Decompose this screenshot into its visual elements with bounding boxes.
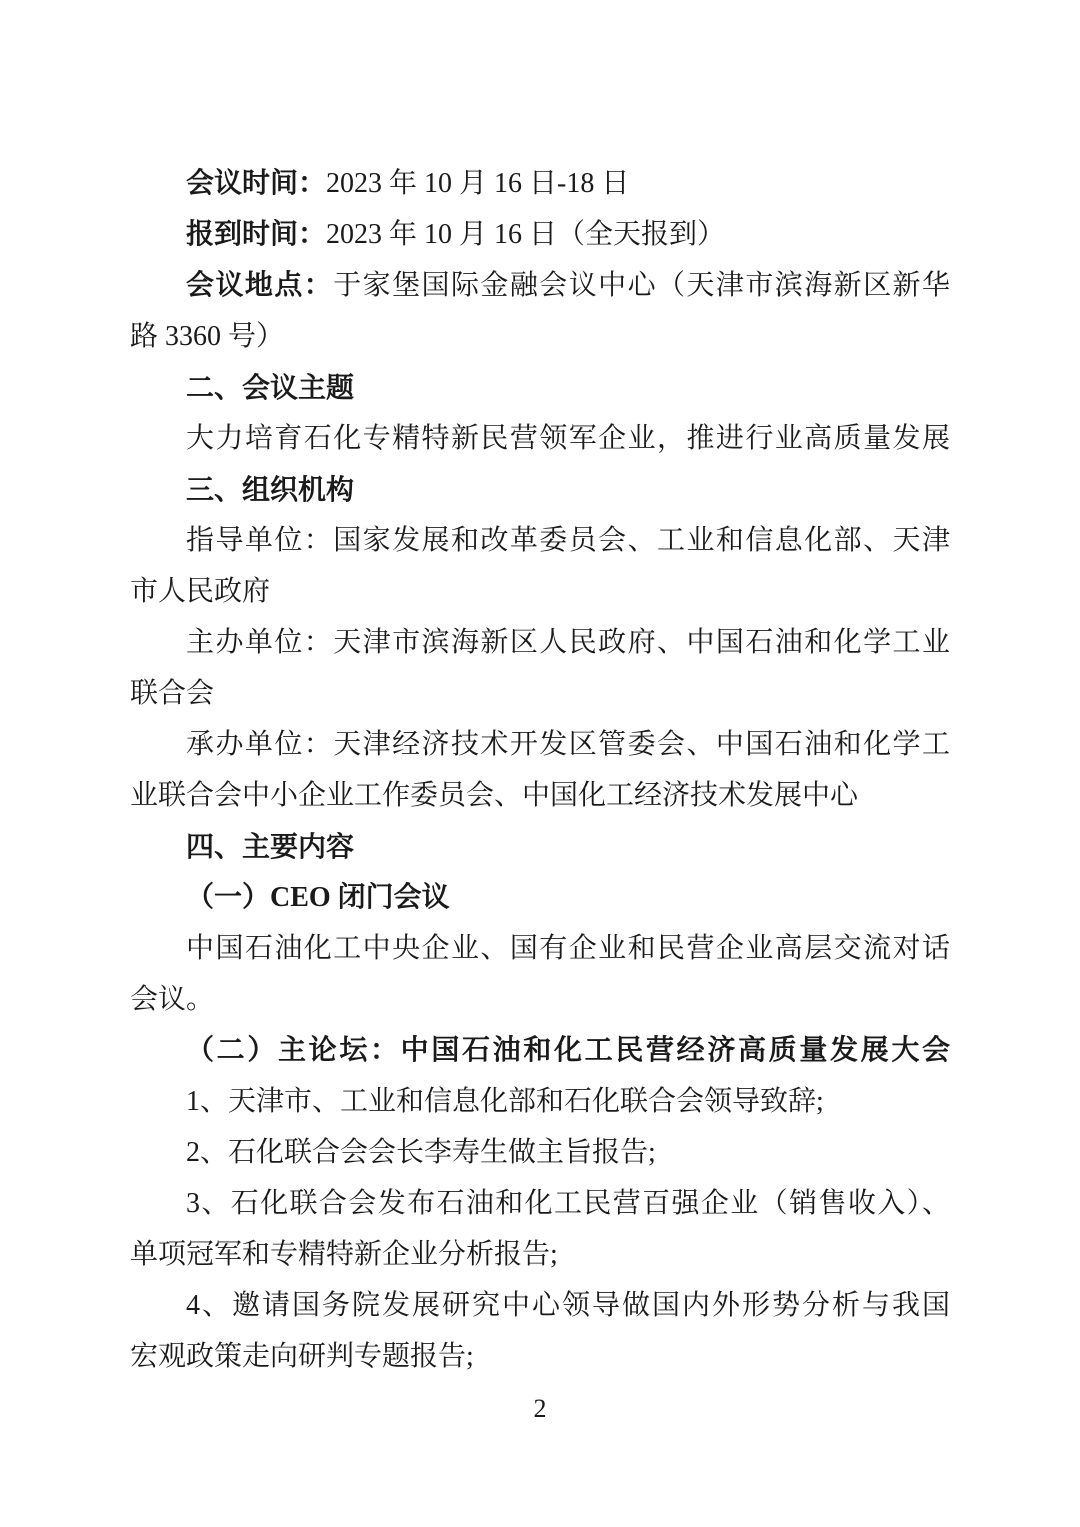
- text-segment: （一）CEO 闭门会议: [186, 882, 450, 913]
- text-line: [130, 1280, 950, 1331]
- text-line: [130, 1076, 950, 1127]
- text-line: [130, 1025, 950, 1076]
- text-segment: 3、石化联合会发布石油和化工民营百强企业（销售收入）、: [186, 1188, 950, 1219]
- text-segment: 会议时间：: [186, 168, 327, 199]
- text-line: [130, 311, 950, 362]
- text-segment: 联合会: [130, 678, 215, 709]
- text-line: [130, 209, 950, 260]
- text-segment: 大力培育石化专精特新民营领军企业，推进行业高质量发展: [186, 423, 950, 454]
- text-segment: 单项冠军和专精特新企业分析报告;: [130, 1239, 558, 1270]
- text-line: [130, 1229, 950, 1280]
- text-segment: 宏观政策走向研判专题报告;: [130, 1341, 474, 1372]
- text-segment: 4、邀请国务院发展研究中心领导做国内外形势分析与我国: [186, 1290, 950, 1321]
- text-line: [130, 1127, 950, 1178]
- text-segment: 于家堡国际金融会议中心（天津市滨海新区新华: [333, 270, 950, 301]
- text-line: [130, 1178, 950, 1229]
- document-text: [130, 158, 950, 1382]
- text-segment: 业联合会中小企业工作委员会、中国化工经济技术发展中心: [130, 780, 859, 811]
- text-segment: 1、天津市、工业和信息化部和石化联合会领导致辞;: [186, 1086, 824, 1117]
- text-line: [130, 668, 950, 719]
- text-segment: 四、主要内容: [186, 831, 355, 862]
- text-line: [130, 872, 950, 923]
- text-segment: 2023 年 10 月 16 日（全天报到）: [326, 219, 726, 250]
- text-line: [130, 464, 950, 515]
- text-line: [130, 260, 950, 311]
- text-segment: 2、石化联合会会长李寿生做主旨报告;: [186, 1137, 656, 1168]
- text-segment: 会议。: [130, 984, 215, 1015]
- text-line: [130, 158, 950, 209]
- text-segment: 承办单位：天津经济技术开发区管委会、中国石油和化学工: [186, 729, 950, 760]
- text-segment: 主办单位：天津市滨海新区人民政府、中国石油和化学工业: [186, 627, 950, 658]
- text-line: [130, 566, 950, 617]
- text-segment: （二）主论坛：中国石油和化工民营经济高质量发展大会: [186, 1035, 950, 1066]
- text-line: [130, 923, 950, 974]
- text-segment: 会议地点：: [186, 270, 334, 301]
- text-line: [130, 413, 950, 464]
- text-line: [130, 362, 950, 413]
- text-segment: 中国石油化工中央企业、国有企业和民营企业高层交流对话: [186, 933, 950, 964]
- page-footer: [0, 1392, 1080, 1426]
- text-line: [130, 974, 950, 1025]
- text-segment: 路 3360 号）: [130, 321, 285, 352]
- text-line: [130, 1331, 950, 1382]
- text-segment: 指导单位：国家发展和改革委员会、工业和信息化部、天津: [186, 525, 950, 556]
- text-segment: 报到时间：: [186, 219, 327, 250]
- text-segment: 2023 年 10 月 16 日-18 日: [326, 168, 630, 199]
- text-segment: 三、组织机构: [186, 474, 355, 505]
- text-line: [130, 515, 950, 566]
- text-segment: 市人民政府: [130, 576, 271, 607]
- text-segment: 二、会议主题: [186, 372, 355, 403]
- text-line: [130, 821, 950, 872]
- text-line: [130, 719, 950, 770]
- text-line: [130, 617, 950, 668]
- page-number: 2: [533, 1394, 547, 1423]
- text-line: [130, 770, 950, 821]
